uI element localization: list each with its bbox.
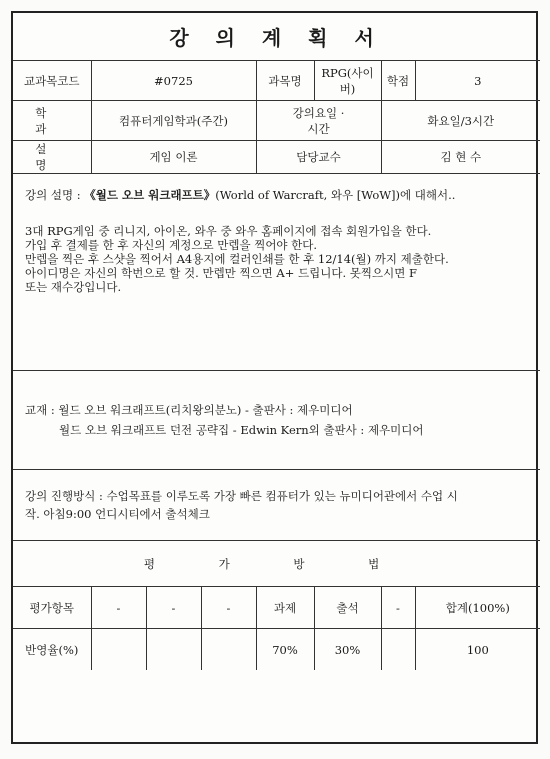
- dept-value: 컴퓨터게임학과(주간): [91, 101, 256, 141]
- eval-header-cell: -: [91, 587, 146, 629]
- schedule-label-line2: 시간: [307, 121, 330, 136]
- course-name-value: RPG(사이버): [314, 61, 381, 101]
- eval-value-cell: 100: [415, 629, 540, 671]
- eval-header-cell: 출석: [314, 587, 381, 629]
- description-lead-prefix: 강의 설명 :: [25, 188, 85, 202]
- syllabus-sheet: [11, 11, 538, 744]
- eval-value-cell: 70%: [256, 629, 314, 671]
- syllabus-table: [13, 13, 540, 670]
- eval-value-cell: [146, 629, 201, 671]
- course-code-label: 교과목코드: [13, 61, 91, 101]
- credit-label: 학점: [381, 61, 415, 101]
- eval-header-cell: 평가항목: [13, 587, 91, 629]
- eval-value-cell: [91, 629, 146, 671]
- description-line: 가입 후 결제를 한 후 자신의 계정으로 만렙을 찍어야 한다.: [25, 238, 318, 252]
- eval-value-cell: [381, 629, 415, 671]
- description-line: 만렙을 찍은 후 스샷을 찍어서 A4용지에 컬러인쇄를 한 후 12/14(월) 까지 제출한다.: [25, 252, 449, 266]
- description-line: 또는 재수강입니다.: [25, 280, 122, 294]
- course-description: [13, 174, 540, 371]
- description-line: 3대 RPG게임 중 리니지, 아이온, 와우 중 와우 홈페이지에 접속 회원가입을 한다.: [25, 224, 432, 238]
- credit-value: 3: [415, 61, 540, 101]
- professor-value: 김 현 수: [381, 141, 540, 174]
- course-name-label: 과목명: [256, 61, 314, 101]
- eval-header-cell: -: [146, 587, 201, 629]
- eval-value-cell: [201, 629, 256, 671]
- teaching-method-section: [13, 470, 540, 541]
- eval-value-cell: 반영율(%): [13, 629, 91, 671]
- evaluation-title: 평 가 방 법: [13, 541, 540, 587]
- course-code-value: #0725: [91, 61, 256, 101]
- textbook-line-1: 교재 : 월드 오브 워크래프트(리치왕의분노) - 출판사 : 제우미디어: [25, 403, 353, 417]
- schedule-label: [256, 101, 381, 141]
- eval-value-cell: 30%: [314, 629, 381, 671]
- textbook-section: [13, 371, 540, 470]
- eval-header-cell: -: [201, 587, 256, 629]
- method-line-2: 작. 아침9:00 언디시티에서 출석체크: [25, 507, 210, 521]
- method-line-1: 강의 진행방식 : 수업목표를 이루도록 가장 빠른 컴퓨터가 있는 뉴미디어관에서 수업 시: [25, 489, 458, 503]
- subject-label: 설 명: [13, 141, 91, 174]
- textbook-line-2: 월드 오브 워크래프트 던전 공략집 - Edwin Kern외 출판사 : 제우미디어: [59, 423, 424, 437]
- description-lead-title: 《월드 오브 워크래프트》: [84, 188, 216, 202]
- description-lead-suffix: (World of Warcraft, 와우 [WoW])에 대해서..: [215, 188, 456, 202]
- dept-label: 학 과: [13, 101, 91, 141]
- subject-value: 게임 이론: [91, 141, 256, 174]
- description-lead: [25, 188, 532, 202]
- schedule-value: 화요일/3시간: [381, 101, 540, 141]
- eval-header-cell: 과제: [256, 587, 314, 629]
- description-line: 아이디명은 자신의 학번으로 할 것. 만렙만 찍으면 A+ 드립니다. 못찍으시면 F: [25, 266, 417, 280]
- schedule-label-line1: 강의요일 ·: [292, 105, 345, 120]
- professor-label: 담당교수: [256, 141, 381, 174]
- eval-header-cell: 합계(100%): [415, 587, 540, 629]
- eval-header-cell: -: [381, 587, 415, 629]
- page-title: 강 의 계 획 서: [13, 13, 540, 61]
